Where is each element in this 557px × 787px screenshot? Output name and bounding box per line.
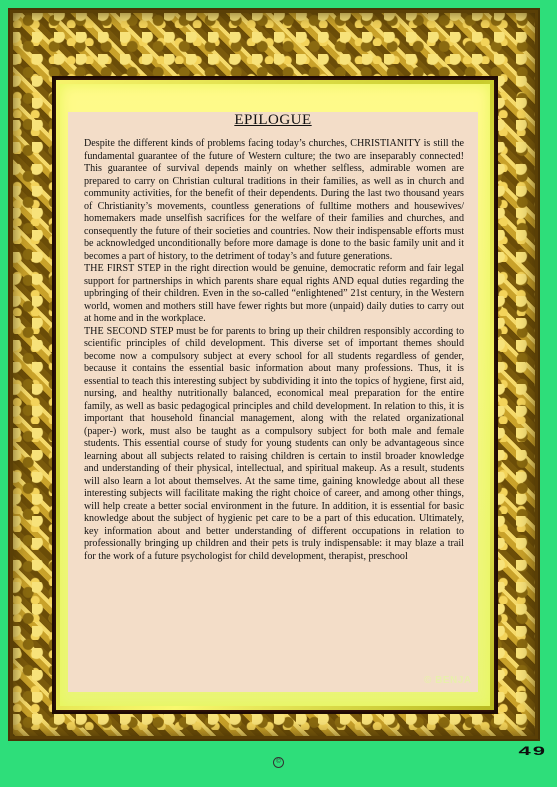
copyright-icon: © (273, 757, 284, 768)
page-number: 49 (518, 744, 547, 758)
page-title: EPILOGUE (234, 112, 312, 128)
watermark: © BENJA (424, 675, 472, 686)
document-panel (68, 112, 478, 692)
document-body: Despite the different kinds of problems facing today’s churches, CHRISTIANITY is still the fundamental guarantee of the future of Western culture; the two are inseparably connected! This guarantee of survival depends mainly on whether selfless, admirable women are prepared to carry on Christian cultural traditions in their families, as well as in church and community activities, for the benefit of their dependents. During the last two thousand years of Christianity’s movements, countless generations of fulltime mothers and housewives/ homemakers made unselfish sacrifices for the welfare of their families and churches, and consequently the future of their societies and countries. Now their indispensable efforts must be acknowledged unconditionally before more damage is done to the basic family unit and it becomes a part of history, to the detriment of today’s and future generations. THE FIRST STEP in the right direction would be genuine, democratic reform and fair legal support for partnerships in which parents share equal rights AND equal duties regarding the upbringing of their children. Even in the so-called “enlightened” 21st century, in the Western world, women and mothers still have fewer rights but more (unpaid) daily duties to carry out at home and in the workplace. THE SECOND STEP must be for parents to bring up their children responsibly according to scientific principles of child development. This diverse set of important themes should become now a compulsory subject at every school for all students regardless of gender, because it contains the essential basic information about many professions. Thus, it is essential to teach this interesting subject by subdividing it into the topics of hygiene, first aid, nursing, and healthy nutritionally balanced, economical meal preparation for the entire family, as well as basic pedagogical principles and child development. In relation to this, it is important that household financial management, along with the related organizational (paper-) work, must also be taught as a compulsory subject for both male and female students. This essential course of study for young students can only be advantageous since learning about all subjects related to raising children is certain to instil broader knowledge and understanding of their physical, intellectual, and spiritual makeup. As a result, students will also learn a lot about themselves. At the same time, gaining knowledge about all these interesting subjects will facilitate making the right choice of career, and among other things, will help create a better social environment in the future. In addition, it is essential for basic knowledge about the subject of hygienic pet care to be a part of this education. Ultimately, key information about and better understanding of different occupations in relation to professionally bringing up children and their pets is truly indispensable: it may blaze a trail for the work of a future psychologist for child development, therapist, preschool (84, 138, 464, 562)
